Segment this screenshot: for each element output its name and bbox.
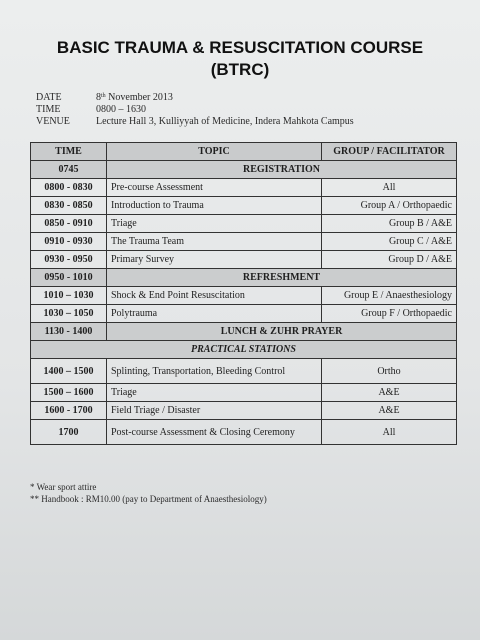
table-row — [31, 233, 457, 251]
row-topic: Shock & End Point Resuscitation — [107, 287, 322, 305]
row-group: Group F / Orthopaedic — [322, 305, 457, 323]
table-row — [31, 305, 457, 323]
row-time: 0930 - 0950 — [31, 251, 107, 269]
row-time: 1700 — [31, 420, 107, 445]
course-details — [36, 92, 354, 128]
row-topic: Splinting, Transportation, Bleeding Control — [107, 359, 322, 384]
row-group: A&E — [322, 384, 457, 402]
footnote-attire: * Wear sport attire — [30, 482, 97, 492]
table-row — [31, 161, 457, 179]
table-row — [31, 179, 457, 197]
row-time: 0950 - 1010 — [31, 269, 107, 287]
date-suffix: th — [101, 93, 106, 99]
row-group: All — [322, 179, 457, 197]
table-row — [31, 269, 457, 287]
row-topic: Post-course Assessment & Closing Ceremony — [107, 420, 322, 445]
row-group: Ortho — [322, 359, 457, 384]
row-group: All — [322, 420, 457, 445]
schedule-table — [30, 142, 457, 445]
header-time: TIME — [31, 143, 107, 161]
date-value — [96, 92, 173, 104]
header-topic: TOPIC — [107, 143, 322, 161]
table-row — [31, 420, 457, 445]
time-value: 0800 – 1630 — [96, 104, 146, 115]
row-group: A&E — [322, 402, 457, 420]
table-row — [31, 197, 457, 215]
date-day: 8 — [96, 92, 101, 103]
row-topic: REGISTRATION — [107, 161, 457, 179]
row-topic: The Trauma Team — [107, 233, 322, 251]
date-row — [36, 92, 354, 104]
row-time: 0745 — [31, 161, 107, 179]
row-group: Group E / Anaesthesiology — [322, 287, 457, 305]
row-topic: Field Triage / Disaster — [107, 402, 322, 420]
course-title — [0, 37, 480, 81]
table-row — [31, 287, 457, 305]
row-time: 1130 - 1400 — [31, 323, 107, 341]
table-row — [31, 251, 457, 269]
time-label: TIME — [36, 104, 61, 115]
row-time: 0800 - 0830 — [31, 179, 107, 197]
row-time: 1500 – 1600 — [31, 384, 107, 402]
table-row — [31, 323, 457, 341]
row-topic: Pre-course Assessment — [107, 179, 322, 197]
row-time: 1030 – 1050 — [31, 305, 107, 323]
row-topic: REFRESHMENT — [107, 269, 457, 287]
table-row — [31, 402, 457, 420]
header-group: GROUP / FACILITATOR — [322, 143, 457, 161]
row-time: 1010 – 1030 — [31, 287, 107, 305]
date-rest: November 2013 — [105, 92, 173, 103]
row-group: Group C / A&E — [322, 233, 457, 251]
row-time: 0830 - 0850 — [31, 197, 107, 215]
venue-value: Lecture Hall 3, Kulliyyah of Medicine, Indera Mahkota Campus — [96, 116, 354, 127]
footnote-handbook: ** Handbook : RM10.00 (pay to Department of Anaesthesiology) — [30, 494, 267, 504]
footnotes — [30, 481, 267, 505]
row-group: Group B / A&E — [322, 215, 457, 233]
row-time: 0910 - 0930 — [31, 233, 107, 251]
course-title-line2: (BTRC) — [210, 60, 270, 79]
row-time: 1400 – 1500 — [31, 359, 107, 384]
table-row — [31, 215, 457, 233]
row-topic: LUNCH & ZUHR PRAYER — [107, 323, 457, 341]
schedule-header-row — [31, 143, 457, 161]
row-topic: PRACTICAL STATIONS — [31, 341, 457, 359]
table-row — [31, 341, 457, 359]
row-topic: Triage — [107, 215, 322, 233]
row-topic: Introduction to Trauma — [107, 197, 322, 215]
time-row — [36, 104, 354, 116]
table-row — [31, 359, 457, 384]
row-group: Group D / A&E — [322, 251, 457, 269]
row-time: 0850 - 0910 — [31, 215, 107, 233]
date-label: DATE — [36, 92, 62, 103]
venue-row — [36, 116, 354, 128]
venue-label: VENUE — [36, 116, 70, 127]
row-time: 1600 - 1700 — [31, 402, 107, 420]
row-topic: Primary Survey — [107, 251, 322, 269]
row-group: Group A / Orthopaedic — [322, 197, 457, 215]
course-title-line1: BASIC TRAUMA & RESUSCITATION COURSE — [56, 38, 424, 57]
row-topic: Triage — [107, 384, 322, 402]
row-topic: Polytrauma — [107, 305, 322, 323]
table-row — [31, 384, 457, 402]
